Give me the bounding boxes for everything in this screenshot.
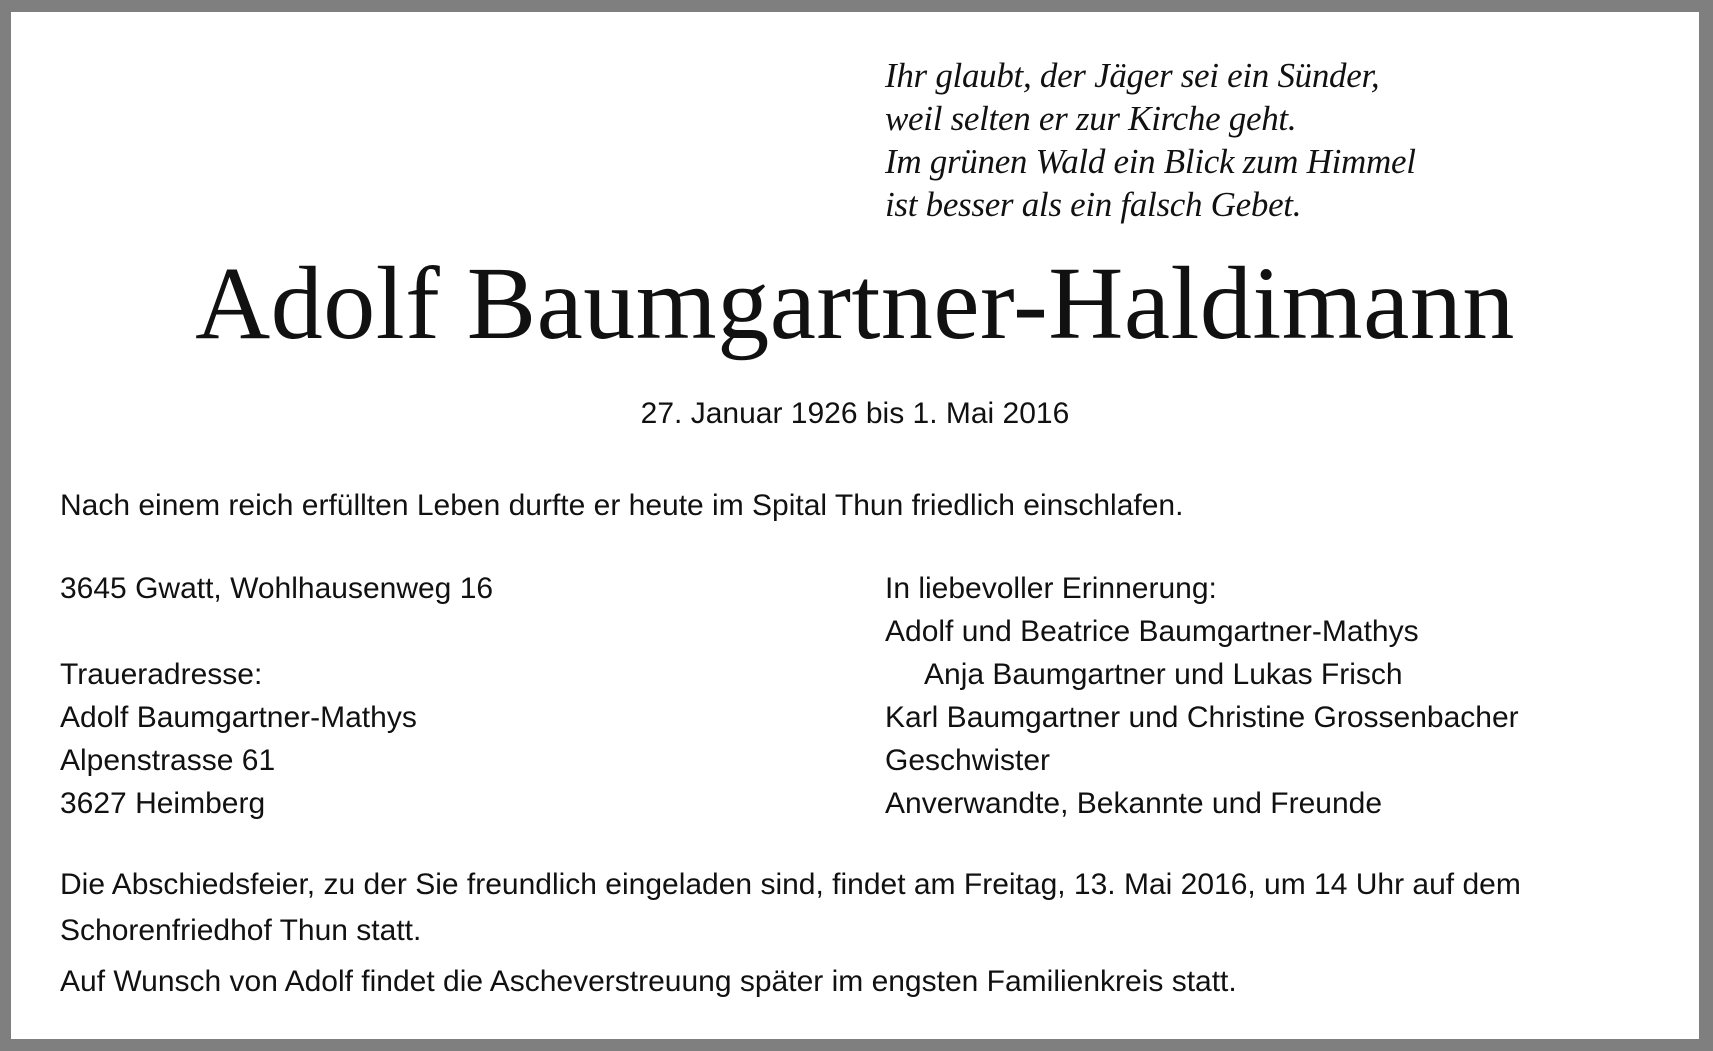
- intro-text: Nach einem reich erfüllten Leben durfte er heute im Spital Thun friedlich einschlafen.: [60, 489, 1184, 522]
- mourning-address-label: Traueradresse:: [60, 658, 263, 691]
- mourning-address-name: Adolf Baumgartner-Mathys: [60, 701, 417, 734]
- mourner-line: Adolf und Beatrice Baumgartner-Mathys: [885, 615, 1419, 648]
- deceased-name: Adolf Baumgartner-Haldimann: [195, 246, 1515, 361]
- mourner-line: Geschwister: [885, 744, 1051, 777]
- farewell-ceremony-text: [60, 862, 1660, 954]
- mourner-line: Anja Baumgartner und Lukas Frisch: [924, 658, 1403, 691]
- obituary-notice: [11, 12, 1699, 1039]
- poem-line: Ihr glaubt, der Jäger sei ein Sünder,: [885, 56, 1380, 95]
- poem-line: Im grünen Wald ein Blick zum Himmel: [885, 142, 1416, 181]
- home-address: 3645 Gwatt, Wohlhausenweg 16: [60, 572, 494, 605]
- mourner-line: Karl Baumgartner und Christine Grossenbacher: [885, 701, 1519, 734]
- ashes-scattering-text: Auf Wunsch von Adolf findet die Ascheverstreuung später im engsten Familienkreis statt.: [60, 965, 1237, 998]
- mourning-address-street: Alpenstrasse 61: [60, 744, 276, 777]
- mourners-block: [885, 567, 1519, 825]
- farewell-line: Die Abschiedsfeier, zu der Sie freundlich eingeladen sind, findet am Freitag, 13. Mai 2016, um 14 Uhr auf dem: [60, 868, 1521, 901]
- mourners-heading: In liebevoller Erinnerung:: [885, 572, 1217, 605]
- address-block: [60, 567, 493, 825]
- mourning-address-city: 3627 Heimberg: [60, 787, 266, 820]
- poem-line: ist besser als ein falsch Gebet.: [885, 185, 1302, 224]
- mourner-line: Anverwandte, Bekannte und Freunde: [885, 787, 1383, 820]
- spacer: [60, 610, 493, 653]
- farewell-line: Schorenfriedhof Thun statt.: [60, 914, 422, 947]
- poem-line: weil selten er zur Kirche geht.: [885, 99, 1297, 138]
- poem: [885, 54, 1416, 226]
- life-dates: 27. Januar 1926 bis 1. Mai 2016: [640, 397, 1070, 430]
